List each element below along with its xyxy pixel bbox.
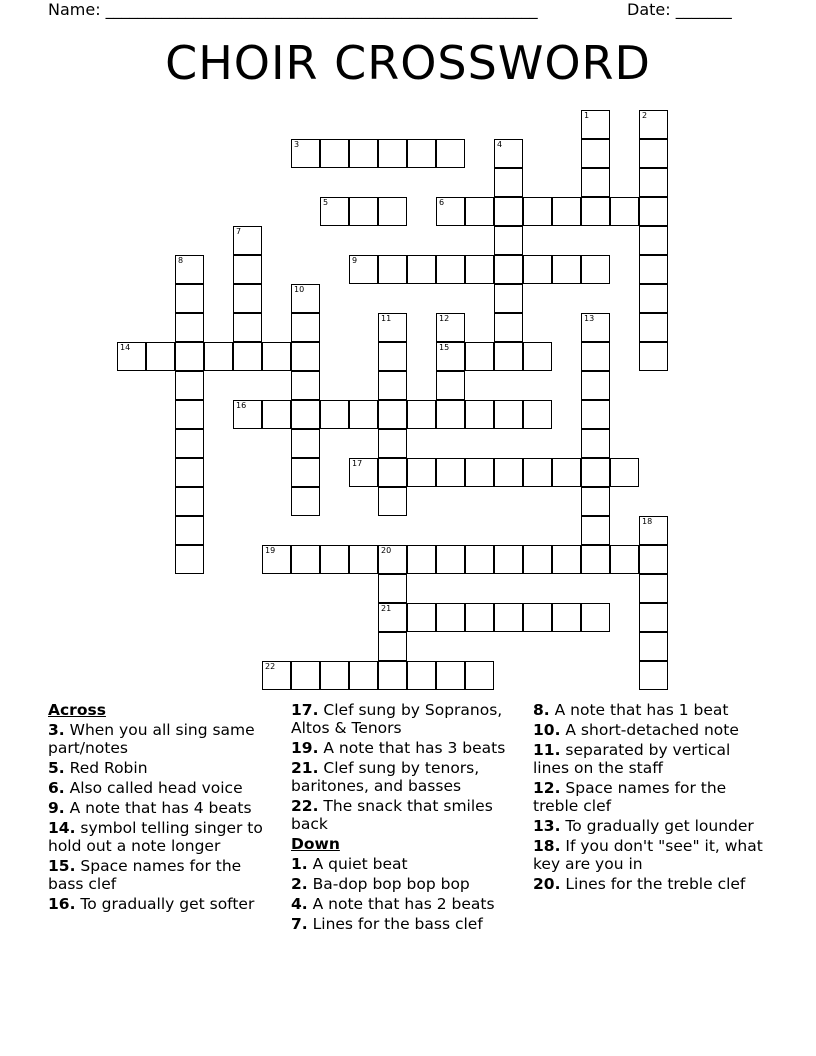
cell-number: 9 xyxy=(352,256,358,265)
clue-text: If you don't "see" it, what key are you in xyxy=(533,837,763,873)
crossword-cell[interactable] xyxy=(523,603,552,632)
clue-number: 18. xyxy=(533,837,561,855)
crossword-cell[interactable] xyxy=(407,255,436,284)
clue-text: A note that has 4 beats xyxy=(69,799,252,817)
crossword-cell[interactable] xyxy=(378,371,407,400)
clue-text: Clef sung by Sopranos, Altos & Tenors xyxy=(291,701,503,737)
page-title: CHOIR CROSSWORD xyxy=(165,36,651,90)
crossword-cell[interactable] xyxy=(146,342,175,371)
clue-number: 2. xyxy=(291,875,308,893)
crossword-cell[interactable] xyxy=(436,603,465,632)
across-heading: Across xyxy=(48,701,106,719)
crossword-cell[interactable] xyxy=(523,400,552,429)
cell-number: 4 xyxy=(497,140,503,149)
clue-across-21 xyxy=(291,759,521,795)
crossword-cell[interactable] xyxy=(581,168,610,197)
crossword-cell[interactable] xyxy=(552,603,581,632)
crossword-cell[interactable] xyxy=(291,342,320,371)
crossword-cell[interactable] xyxy=(349,139,378,168)
crossword-cell[interactable] xyxy=(407,603,436,632)
crossword-cell[interactable] xyxy=(175,255,204,284)
clue-across-3 xyxy=(48,721,278,757)
clue-number: 17. xyxy=(291,701,319,719)
crossword-cell[interactable] xyxy=(349,255,378,284)
clue-number: 4. xyxy=(291,895,308,913)
clue-across-19 xyxy=(291,739,521,757)
crossword-cell[interactable] xyxy=(465,342,494,371)
clue-text: A note that has 3 beats xyxy=(323,739,506,757)
crossword-cell[interactable] xyxy=(581,371,610,400)
crossword-cell[interactable] xyxy=(320,545,349,574)
crossword-cell[interactable] xyxy=(262,545,291,574)
crossword-cell[interactable] xyxy=(465,603,494,632)
clue-text: A note that has 1 beat xyxy=(554,701,729,719)
clue-text: Also called head voice xyxy=(69,779,243,797)
crossword-cell[interactable] xyxy=(320,197,349,226)
clue-down-4 xyxy=(291,895,521,913)
crossword-cell[interactable] xyxy=(639,661,668,690)
crossword-cell[interactable] xyxy=(378,255,407,284)
crossword-cell[interactable] xyxy=(581,487,610,516)
cell-number: 6 xyxy=(439,198,445,207)
clue-down-12 xyxy=(533,779,765,815)
crossword-cell[interactable] xyxy=(378,487,407,516)
crossword-cell[interactable] xyxy=(465,545,494,574)
crossword-cell[interactable] xyxy=(349,661,378,690)
cell-number: 2 xyxy=(642,111,648,120)
crossword-cell[interactable] xyxy=(175,284,204,313)
crossword-cell[interactable] xyxy=(639,139,668,168)
crossword-cell[interactable] xyxy=(320,139,349,168)
crossword-cell[interactable] xyxy=(349,545,378,574)
crossword-cell[interactable] xyxy=(204,342,233,371)
clue-across-22 xyxy=(291,797,521,833)
crossword-cell[interactable] xyxy=(436,139,465,168)
clue-text: Clef sung by tenors, baritones, and basses xyxy=(291,759,480,795)
clue-text: Ba-dop bop bop bop xyxy=(312,875,470,893)
crossword-cell[interactable] xyxy=(175,458,204,487)
crossword-cell[interactable] xyxy=(639,284,668,313)
clue-number: 6. xyxy=(48,779,65,797)
crossword-cell[interactable] xyxy=(639,574,668,603)
clue-text: The snack that smiles back xyxy=(291,797,493,833)
clue-text: Space names for the bass clef xyxy=(48,857,242,893)
crossword-cell[interactable] xyxy=(581,516,610,545)
clue-down-2 xyxy=(291,875,521,893)
clue-down-8 xyxy=(533,701,765,719)
clue-number: 10. xyxy=(533,721,561,739)
crossword-cell[interactable] xyxy=(610,458,639,487)
crossword-cell[interactable] xyxy=(639,516,668,545)
crossword-cell[interactable] xyxy=(465,255,494,284)
crossword-cell[interactable] xyxy=(436,255,465,284)
crossword-cell[interactable] xyxy=(349,400,378,429)
clue-number: 12. xyxy=(533,779,561,797)
crossword-cell[interactable] xyxy=(378,313,407,342)
crossword-cell[interactable] xyxy=(291,487,320,516)
cell-number: 18 xyxy=(642,517,653,526)
crossword-cell[interactable] xyxy=(175,313,204,342)
crossword-cell[interactable] xyxy=(552,545,581,574)
cell-number: 11 xyxy=(381,314,392,323)
clue-across-17 xyxy=(291,701,521,737)
down-heading: Down xyxy=(291,835,340,853)
clue-number: 3. xyxy=(48,721,65,739)
cell-number: 16 xyxy=(236,401,247,410)
crossword-cell[interactable] xyxy=(465,661,494,690)
cell-number: 15 xyxy=(439,343,450,352)
crossword-cell[interactable] xyxy=(378,545,407,574)
crossword-cell[interactable] xyxy=(581,313,610,342)
crossword-cell[interactable] xyxy=(581,197,610,226)
crossword-cell[interactable] xyxy=(291,371,320,400)
cell-number: 13 xyxy=(584,314,595,323)
clue-text: A short-detached note xyxy=(565,721,739,739)
clue-text: Lines for the bass clef xyxy=(312,915,483,933)
clue-column-1 xyxy=(48,701,278,915)
clue-text: Red Robin xyxy=(69,759,148,777)
clue-text: A quiet beat xyxy=(312,855,408,873)
crossword-cell[interactable] xyxy=(175,429,204,458)
clue-number: 1. xyxy=(291,855,308,873)
crossword-cell[interactable] xyxy=(465,197,494,226)
crossword-cell[interactable] xyxy=(639,545,668,574)
crossword-cell[interactable] xyxy=(291,313,320,342)
crossword-cell[interactable] xyxy=(523,255,552,284)
crossword-cell[interactable] xyxy=(407,661,436,690)
crossword-cell[interactable] xyxy=(291,429,320,458)
crossword-cell[interactable] xyxy=(494,545,523,574)
clue-across-5 xyxy=(48,759,278,777)
clue-down-1 xyxy=(291,855,521,873)
crossword-cell[interactable] xyxy=(581,342,610,371)
crossword-cell[interactable] xyxy=(465,400,494,429)
name-field-label: Name: ______________________________________________________ xyxy=(48,0,538,19)
crossword-cell[interactable] xyxy=(175,400,204,429)
crossword-cell[interactable] xyxy=(233,284,262,313)
crossword-cell[interactable] xyxy=(378,197,407,226)
crossword-cell[interactable] xyxy=(581,458,610,487)
crossword-cell[interactable] xyxy=(581,603,610,632)
crossword-cell[interactable] xyxy=(262,661,291,690)
crossword-cell[interactable] xyxy=(291,400,320,429)
clue-down-18 xyxy=(533,837,765,873)
crossword-cell[interactable] xyxy=(494,342,523,371)
crossword-cell[interactable] xyxy=(291,545,320,574)
crossword-cell[interactable] xyxy=(175,342,204,371)
crossword-cell[interactable] xyxy=(436,197,465,226)
crossword-cell[interactable] xyxy=(291,284,320,313)
crossword-cell[interactable] xyxy=(610,545,639,574)
clue-number: 16. xyxy=(48,895,76,913)
crossword-cell[interactable] xyxy=(436,342,465,371)
crossword-cell[interactable] xyxy=(233,226,262,255)
crossword-cell[interactable] xyxy=(523,458,552,487)
crossword-cell[interactable] xyxy=(378,139,407,168)
crossword-cell[interactable] xyxy=(436,313,465,342)
crossword-cell[interactable] xyxy=(436,545,465,574)
cell-number: 12 xyxy=(439,314,450,323)
cell-number: 21 xyxy=(381,604,392,613)
clue-text: A note that has 2 beats xyxy=(312,895,495,913)
crossword-cell[interactable] xyxy=(639,197,668,226)
cell-number: 5 xyxy=(323,198,329,207)
crossword-cell[interactable] xyxy=(494,168,523,197)
crossword-cell[interactable] xyxy=(610,197,639,226)
clue-number: 14. xyxy=(48,819,76,837)
crossword-cell[interactable] xyxy=(581,255,610,284)
crossword-cell[interactable] xyxy=(639,255,668,284)
crossword-cell[interactable] xyxy=(552,255,581,284)
crossword-cell[interactable] xyxy=(494,603,523,632)
clue-across-16 xyxy=(48,895,278,913)
clue-text: To gradually get lounder xyxy=(565,817,754,835)
clue-number: 7. xyxy=(291,915,308,933)
clue-number: 21. xyxy=(291,759,319,777)
crossword-cell[interactable] xyxy=(494,197,523,226)
crossword-cell[interactable] xyxy=(581,429,610,458)
clue-text: To gradually get softer xyxy=(80,895,255,913)
crossword-cell[interactable] xyxy=(494,458,523,487)
crossword-cell[interactable] xyxy=(349,197,378,226)
clue-across-14 xyxy=(48,819,278,855)
crossword-cell[interactable] xyxy=(581,400,610,429)
crossword-cell[interactable] xyxy=(639,226,668,255)
crossword-cell[interactable] xyxy=(581,545,610,574)
crossword-cell[interactable] xyxy=(639,632,668,661)
cell-number: 1 xyxy=(584,111,590,120)
clue-number: 19. xyxy=(291,739,319,757)
crossword-cell[interactable] xyxy=(233,313,262,342)
clue-text: symbol telling singer to hold out a note longer xyxy=(48,819,263,855)
clue-down-20 xyxy=(533,875,765,893)
crossword-cell[interactable] xyxy=(378,342,407,371)
crossword-cell[interactable] xyxy=(581,110,610,139)
crossword-cell[interactable] xyxy=(494,313,523,342)
crossword-cell[interactable] xyxy=(436,661,465,690)
crossword-cell[interactable] xyxy=(639,168,668,197)
crossword-cell[interactable] xyxy=(552,458,581,487)
crossword-cell[interactable] xyxy=(407,400,436,429)
clue-down-11 xyxy=(533,741,765,777)
crossword-cell[interactable] xyxy=(378,661,407,690)
crossword-cell[interactable] xyxy=(436,458,465,487)
crossword-cell[interactable] xyxy=(523,197,552,226)
crossword-cell[interactable] xyxy=(378,603,407,632)
clue-down-7 xyxy=(291,915,521,933)
clue-number: 11. xyxy=(533,741,561,759)
clue-across-15 xyxy=(48,857,278,893)
clue-number: 8. xyxy=(533,701,550,719)
crossword-cell[interactable] xyxy=(639,603,668,632)
clue-across-6 xyxy=(48,779,278,797)
crossword-cell[interactable] xyxy=(175,487,204,516)
crossword-cell[interactable] xyxy=(291,661,320,690)
crossword-cell[interactable] xyxy=(639,342,668,371)
crossword-cell[interactable] xyxy=(233,255,262,284)
crossword-cell[interactable] xyxy=(436,371,465,400)
clue-text: When you all sing same part/notes xyxy=(48,721,255,757)
cell-number: 8 xyxy=(178,256,184,265)
crossword-cell[interactable] xyxy=(175,545,204,574)
crossword-cell[interactable] xyxy=(117,342,146,371)
crossword-cell[interactable] xyxy=(494,139,523,168)
clue-number: 20. xyxy=(533,875,561,893)
crossword-cell[interactable] xyxy=(175,371,204,400)
crossword-cell[interactable] xyxy=(494,255,523,284)
cell-number: 14 xyxy=(120,343,131,352)
crossword-cell[interactable] xyxy=(291,458,320,487)
cell-number: 3 xyxy=(294,140,300,149)
crossword-cell[interactable] xyxy=(378,574,407,603)
clue-column-3 xyxy=(533,701,765,895)
crossword-cell[interactable] xyxy=(581,139,610,168)
cell-number: 10 xyxy=(294,285,305,294)
clue-text: Lines for the treble clef xyxy=(565,875,746,893)
crossword-cell[interactable] xyxy=(378,400,407,429)
crossword-cell[interactable] xyxy=(494,400,523,429)
crossword-cell[interactable] xyxy=(494,284,523,313)
crossword-cell[interactable] xyxy=(407,545,436,574)
crossword-cell[interactable] xyxy=(378,458,407,487)
crossword-cell[interactable] xyxy=(639,110,668,139)
clue-number: 9. xyxy=(48,799,65,817)
crossword-cell[interactable] xyxy=(523,342,552,371)
clue-text: separated by vertical lines on the staff xyxy=(533,741,731,777)
cell-number: 22 xyxy=(265,662,276,671)
crossword-cell[interactable] xyxy=(320,400,349,429)
crossword-cell[interactable] xyxy=(552,197,581,226)
cell-number: 20 xyxy=(381,546,392,555)
cell-number: 19 xyxy=(265,546,276,555)
crossword-cell[interactable] xyxy=(407,139,436,168)
clue-number: 22. xyxy=(291,797,319,815)
cell-number: 7 xyxy=(236,227,242,236)
crossword-cell[interactable] xyxy=(320,661,349,690)
crossword-cell[interactable] xyxy=(465,458,494,487)
crossword-cell[interactable] xyxy=(494,226,523,255)
clue-down-13 xyxy=(533,817,765,835)
clue-down-10 xyxy=(533,721,765,739)
crossword-cell[interactable] xyxy=(349,458,378,487)
crossword-cell[interactable] xyxy=(523,545,552,574)
crossword-cell[interactable] xyxy=(407,458,436,487)
crossword-cell[interactable] xyxy=(378,632,407,661)
crossword-cell[interactable] xyxy=(175,516,204,545)
date-field-label: Date: _______ xyxy=(627,0,732,19)
clue-number: 5. xyxy=(48,759,65,777)
crossword-cell[interactable] xyxy=(291,139,320,168)
clue-column-2 xyxy=(291,701,521,935)
cell-number: 17 xyxy=(352,459,363,468)
crossword-cell[interactable] xyxy=(262,342,291,371)
crossword-cell[interactable] xyxy=(262,400,291,429)
crossword-cell[interactable] xyxy=(436,400,465,429)
crossword-cell[interactable] xyxy=(639,313,668,342)
crossword-cell[interactable] xyxy=(378,429,407,458)
crossword-cell[interactable] xyxy=(233,342,262,371)
clue-text: Space names for the treble clef xyxy=(533,779,727,815)
clue-across-9 xyxy=(48,799,278,817)
clue-number: 15. xyxy=(48,857,76,875)
clue-number: 13. xyxy=(533,817,561,835)
crossword-cell[interactable] xyxy=(233,400,262,429)
